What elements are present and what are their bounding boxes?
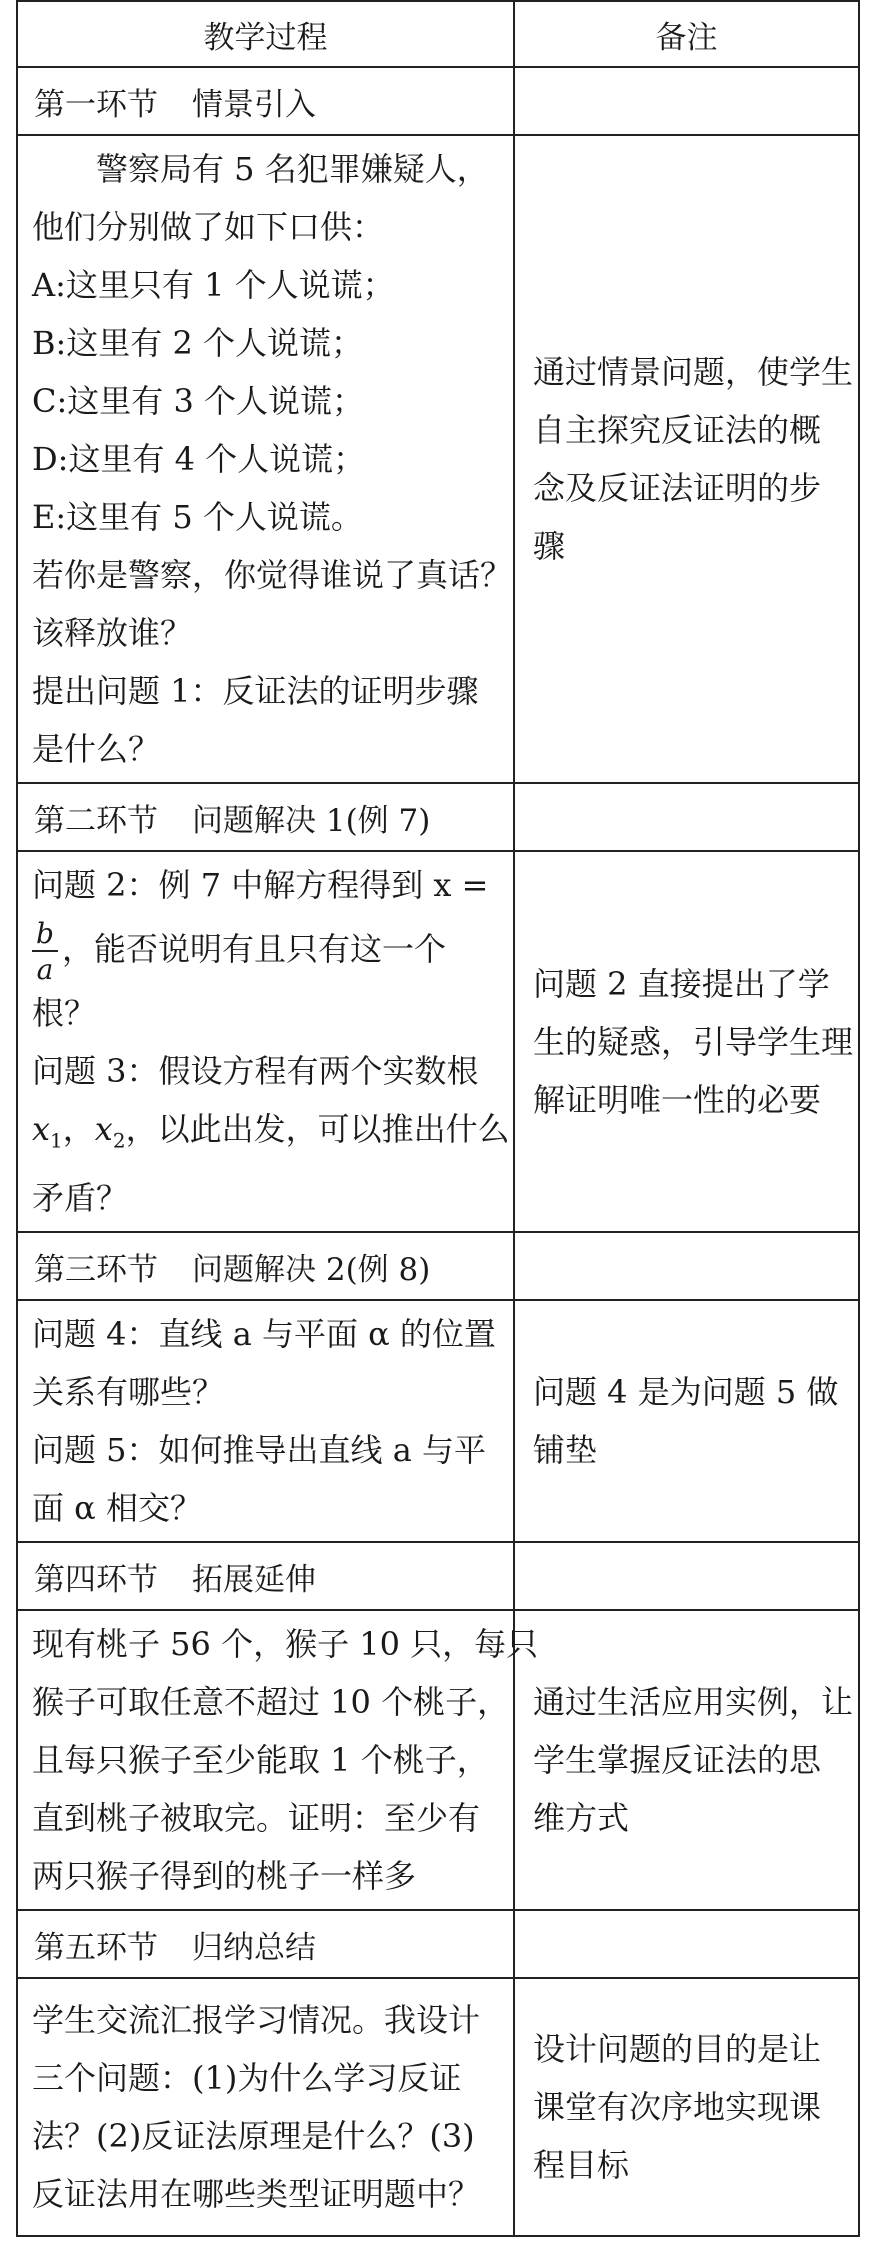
section-3-content	[17, 1300, 514, 1542]
section-2-note	[514, 851, 859, 1232]
section-4-header-row	[17, 1542, 859, 1610]
section-3-heading-note	[514, 1232, 859, 1300]
note-line: 通过生活应用实例，让	[533, 1683, 854, 1722]
section-3-header-row	[17, 1232, 859, 1300]
note-line: 问题 4 是为问题 5 做	[533, 1373, 839, 1412]
section-2-header-row	[17, 783, 859, 851]
note-line: 自主探究反证法的概	[533, 411, 822, 449]
note-line: 生的疑惑，引导学生理	[533, 1022, 854, 1061]
note-line: 问题 2 直接提出了学	[533, 964, 830, 1003]
content-line: 问题 2：例 7 中解方程得到 x =	[32, 866, 489, 904]
section-4-note	[514, 1610, 859, 1910]
content-line: 是什么？	[32, 730, 161, 768]
section-3-body-row	[17, 1300, 859, 1542]
section-3-heading: 第三环节 问题解决 2(例 8)	[17, 1232, 514, 1300]
content-line: 两只猴子得到的桃子一样多	[32, 1857, 417, 1896]
content-line: E:这里有 5 个人说谎。	[32, 498, 363, 536]
section-1-body-row	[17, 135, 859, 783]
content-line: 该释放谁？	[32, 614, 193, 652]
section-1-content	[17, 135, 514, 783]
section-4-heading-note	[514, 1542, 859, 1610]
note-line: 念及反证法证明的步	[533, 469, 822, 507]
section-1-heading: 第一环节 情景引入	[17, 67, 514, 135]
content-line: 反证法用在哪些类型证明题中？	[32, 2175, 481, 2214]
note-line: 学生掌握反证法的思	[533, 1741, 822, 1780]
note-line: 程目标	[533, 2146, 630, 2185]
header-notes: 备注	[514, 1, 859, 67]
content-line: A:这里只有 1 个人说谎；	[32, 266, 395, 304]
content-line: 法？(2)反证法原理是什么？(3)	[32, 2117, 475, 2156]
section-4-body-row	[17, 1610, 859, 1910]
fraction-b-over-a: $\frac{b}{a}$	[32, 920, 58, 984]
content-line: 猴子可取任意不超过 10 个桃子，	[32, 1683, 510, 1722]
note-line: 设计问题的目的是让	[533, 2030, 822, 2069]
section-2-content	[17, 851, 514, 1232]
content-line: 他们分别做了如下口供：	[32, 208, 385, 246]
note-line: 维方式	[533, 1799, 630, 1838]
section-5-body-row	[17, 1978, 859, 2236]
note-line: 解证明唯一性的必要	[533, 1080, 822, 1119]
section-2-body-row	[17, 851, 859, 1232]
section-2-heading-note	[514, 783, 859, 851]
section-5-note	[514, 1978, 859, 2236]
content-line: 关系有哪些？	[32, 1373, 225, 1412]
content-line: $\frac{b}{a}$ ，能否说明有且只有这一个	[32, 914, 499, 984]
content-line: 直到桃子被取完。证明：至少有	[32, 1799, 481, 1838]
section-5-header-row	[17, 1910, 859, 1978]
section-4-heading: 第四环节 拓展延伸	[17, 1542, 514, 1610]
content-line: 且每只猴子至少能取 1 个桃子，	[32, 1741, 489, 1780]
section-3-note	[514, 1300, 859, 1542]
section-1-header-row	[17, 67, 859, 135]
section-2-heading: 第二环节 问题解决 1(例 7)	[17, 783, 514, 851]
content-line: 面 α 相交？	[32, 1489, 202, 1528]
note-line: 课堂有次序地实现课	[533, 2088, 822, 2127]
section-1-note	[514, 135, 859, 783]
content-line: 问题 4：直线 a 与平面 α 的位置	[32, 1315, 496, 1354]
content-line: 警察局有 5 名犯罪嫌疑人，	[96, 150, 489, 188]
content-line: $x_1$，$x_2$，以此出发，可以推出什么	[32, 1110, 510, 1153]
note-line: 骤	[533, 527, 566, 565]
content-line: 三个问题：(1)为什么学习反证	[32, 2059, 462, 2098]
note-line: 铺垫	[533, 1431, 598, 1470]
content-line: C:这里有 3 个人说谎；	[32, 382, 364, 420]
section-5-heading-note	[514, 1910, 859, 1978]
content-line: 问题 3：假设方程有两个实数根	[32, 1052, 479, 1090]
lesson-plan-table	[16, 0, 860, 2237]
content-line: 学生交流汇报学习情况。我设计	[32, 2001, 481, 2040]
content-line: 提出问题 1：反证法的证明步骤	[32, 672, 479, 710]
table-header-row	[17, 1, 859, 67]
section-4-content	[17, 1610, 539, 1910]
note-line: 通过情景问题，使学生	[533, 353, 854, 391]
section-5-heading: 第五环节 归纳总结	[17, 1910, 514, 1978]
content-line: 问题 5：如何推导出直线 a 与平	[32, 1431, 486, 1470]
content-line: B:这里有 2 个人说谎；	[32, 324, 364, 362]
section-5-content	[17, 1978, 514, 2236]
content-line: 现有桃子 56 个，猴子 10 只，每只	[32, 1625, 539, 1664]
header-process: 教学过程	[17, 1, 514, 67]
content-line: 根？	[32, 994, 97, 1032]
section-1-heading-note	[514, 67, 859, 135]
content-line: 若你是警察，你觉得谁说了真话？	[32, 556, 513, 594]
content-line: D:这里有 4 个人说谎；	[32, 440, 366, 478]
content-line: 矛盾？	[32, 1179, 129, 1218]
